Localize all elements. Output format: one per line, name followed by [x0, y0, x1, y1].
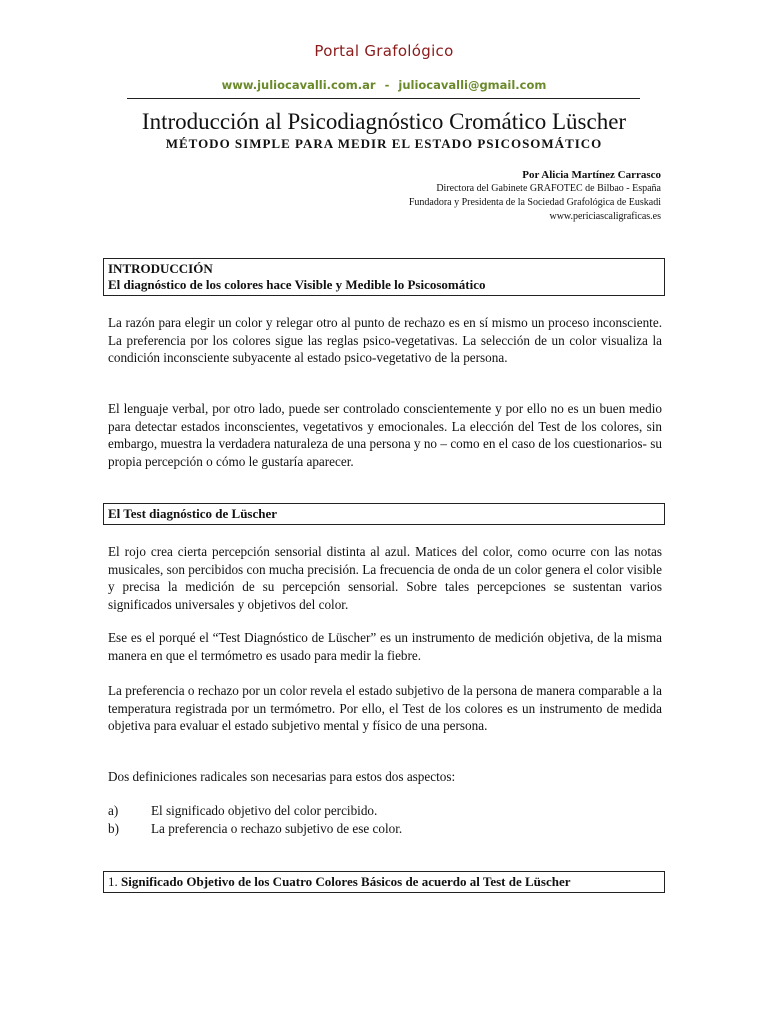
author-role-1: Directora del Gabinete GRAFOTEC de Bilbao - España: [436, 183, 661, 194]
author-website[interactable]: www.periciascaligraficas.es: [549, 211, 661, 222]
section-1-header: [103, 871, 665, 893]
list-item: [108, 820, 402, 838]
intro-paragraph-2: El lenguaje verbal, por otro lado, puede ser controlado conscientemente y por ello no es un buen medio para detectar estados inconscientes, vegetativos y emocionales. La elección del Test de los colores, sin embargo, muestra la verdadera naturaleza de una persona y no – como en el caso de los cuestionarios- su propia percepción o cómo le gustaría aparecer.: [108, 401, 662, 469]
contact-line: [0, 78, 768, 92]
list-marker: b): [108, 821, 119, 836]
list-item-text: La preferencia o rechazo subjetivo de ese color.: [151, 821, 403, 836]
section-1-number: 1.: [108, 874, 118, 889]
website-link[interactable]: www.juliocavalli.com.ar: [221, 78, 376, 92]
document-subtitle: MÉTODO SIMPLE PARA MEDIR EL ESTADO PSICOSOMÁTICO: [165, 136, 603, 151]
test-heading: El Test diagnóstico de Lüscher: [108, 506, 278, 521]
intro-paragraph-1: La razón para elegir un color y relegar otro al punto de rechazo es en sí mismo un proceso inconsciente. La preferencia por los colores sigue las reglas psico-vegetativas. La selección de un color visualiza la condición inconsciente subyacente al estado psico-vegetativo de la persona.: [108, 315, 662, 365]
test-paragraph-3: La preferencia o rechazo por un color revela el estado subjetivo de la persona de manera comparable a la temperatura registrada por un termómetro. Por ello, el Test de los colores es un instrumento de medida objetiva para evaluar el estado subjetivo mental y físico de una persona.: [108, 683, 662, 733]
test-paragraph-1: El rojo crea cierta percepción sensorial distinta al azul. Matices del color, como ocurre con las notas musicales, son percibidos con mucha precisión. La frecuencia de onda de un color genera el color visible y precisa la medición de su percepción sensorial. Sobre tales percepciones se sustentan varios significados universales y objetivos del color.: [108, 544, 662, 612]
section-1-heading: Significado Objetivo de los Cuatro Colores Básicos de acuerdo al Test de Lüscher: [121, 874, 571, 889]
email-link[interactable]: juliocavalli@gmail.com: [398, 78, 547, 92]
intro-heading: INTRODUCCIÓN: [108, 261, 213, 276]
author-block: [409, 168, 661, 224]
header-divider: [127, 98, 640, 99]
contact-separator: -: [384, 78, 390, 92]
intro-section-header: [103, 258, 665, 296]
author-name: Por Alicia Martínez Carrasco: [522, 169, 661, 181]
test-paragraph-2: Ese es el porqué el “Test Diagnóstico de Lüscher” es un instrumento de medición objetiva, de la misma manera en que el termómetro es usado para medir la fiebre.: [108, 630, 662, 663]
list-item: [108, 802, 377, 820]
list-marker: a): [108, 803, 119, 818]
author-role-2: Fundadora y Presidenta de la Sociedad Grafológica de Euskadi: [408, 197, 661, 208]
test-paragraph-4: Dos definiciones radicales son necesarias para estos dos aspectos:: [108, 769, 456, 784]
portal-title: Portal Grafológico: [314, 42, 454, 60]
list-item-text: El significado objetivo del color percibido.: [151, 803, 378, 818]
test-section-header: [103, 503, 665, 525]
intro-subheading: El diagnóstico de los colores hace Visible y Medible lo Psicosomático: [108, 277, 486, 292]
document-title: Introducción al Psicodiagnóstico Cromático Lüscher: [141, 109, 627, 134]
